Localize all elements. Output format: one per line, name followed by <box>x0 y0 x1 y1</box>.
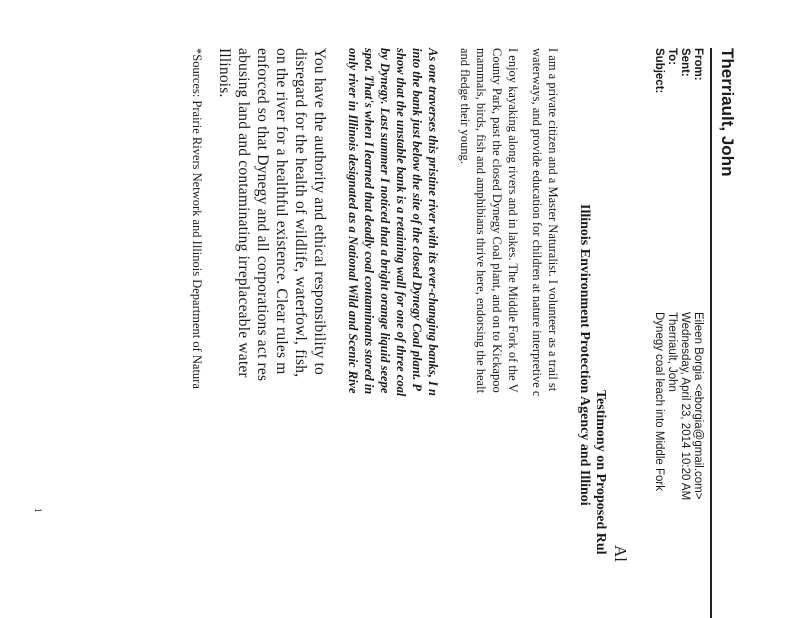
header-subject-value: Dynegy coal leach into Middle Fork <box>653 312 665 491</box>
paragraph-2-line: I enjoy kayaking along rivers and in lakes. The Middle Fork of the V <box>506 48 520 393</box>
paragraph-2-line: mammals, birds, fish and amphibians thrive here, endorsing the healt <box>474 48 488 394</box>
paragraph-4-line: abusing land and contaminating irreplaceable water <box>235 48 252 378</box>
paragraph-4-line: disregard for the health of wildlife, waterfowl, fish, <box>292 48 309 378</box>
paragraph-4-line: on the river for a healthful existence. Clear rules m <box>273 48 290 375</box>
paragraph-2-line: County Park, past the closed Dynegy Coal plant, and on to Kickapoo <box>490 48 504 393</box>
paragraph-4-line: Illinois. <box>216 48 233 98</box>
paragraph-3-line: show that the unstable bank is a retaining wall for one of three coal <box>394 48 408 397</box>
paragraph-1-line: waterways, and provide education for children at nature interpretive c <box>530 48 544 397</box>
paragraph-3-line: by Dynegy. Last summer I noticed that a bright orange liquid seepe <box>378 48 392 394</box>
document-title-line-3: Illinois Environment Protection Agency and Illinoi <box>577 204 592 506</box>
header-to-label: To: <box>666 48 678 66</box>
header-to-value: Therriault, John <box>666 312 678 392</box>
paragraph-3-line: only river in Illinois designated as a National Wild and Scenic Rive <box>346 48 360 394</box>
paragraph-3-line: As one traverses this pristine river with its ever-changing banks, I n <box>426 48 440 396</box>
document-title-line-2: Testimony on Proposed Rul <box>593 390 608 555</box>
paragraph-1-line: I am a private citizen and a Master Naturalist. I volunteer as a trail st <box>546 48 560 392</box>
header-subject-label: Subject: <box>653 48 665 94</box>
paragraph-4-line: enforced so that Dynegy and all corporations act res <box>254 48 271 382</box>
author-name: Therriault, John <box>718 48 737 177</box>
header-from-label: From: <box>692 48 704 81</box>
header-sent-label: Sent: <box>679 48 691 77</box>
sources-footnote: *Sources: Prairie Rivers Network and Illinois Department of Natura <box>190 48 204 389</box>
paragraph-3-line: into the bank just below the site of the closed Dynegy Coal plant. P <box>410 48 424 392</box>
page-number: 1 <box>33 508 43 513</box>
document-title-line-1: Al <box>611 545 630 562</box>
header-sent-value: Wednesday, April 23, 2014 10:20 AM <box>679 312 691 501</box>
header-from-value: Eileen Borgia <eborgia@gmail.com> <box>692 312 704 500</box>
paragraph-4-line: You have the authority and ethical responsibility to <box>311 48 328 375</box>
paragraph-3-line: spot. That's when I learned that deadly coal contaminants stored in <box>362 48 376 395</box>
paragraph-2-line: and fledge their young. <box>458 48 472 164</box>
header-divider-line <box>710 48 712 618</box>
